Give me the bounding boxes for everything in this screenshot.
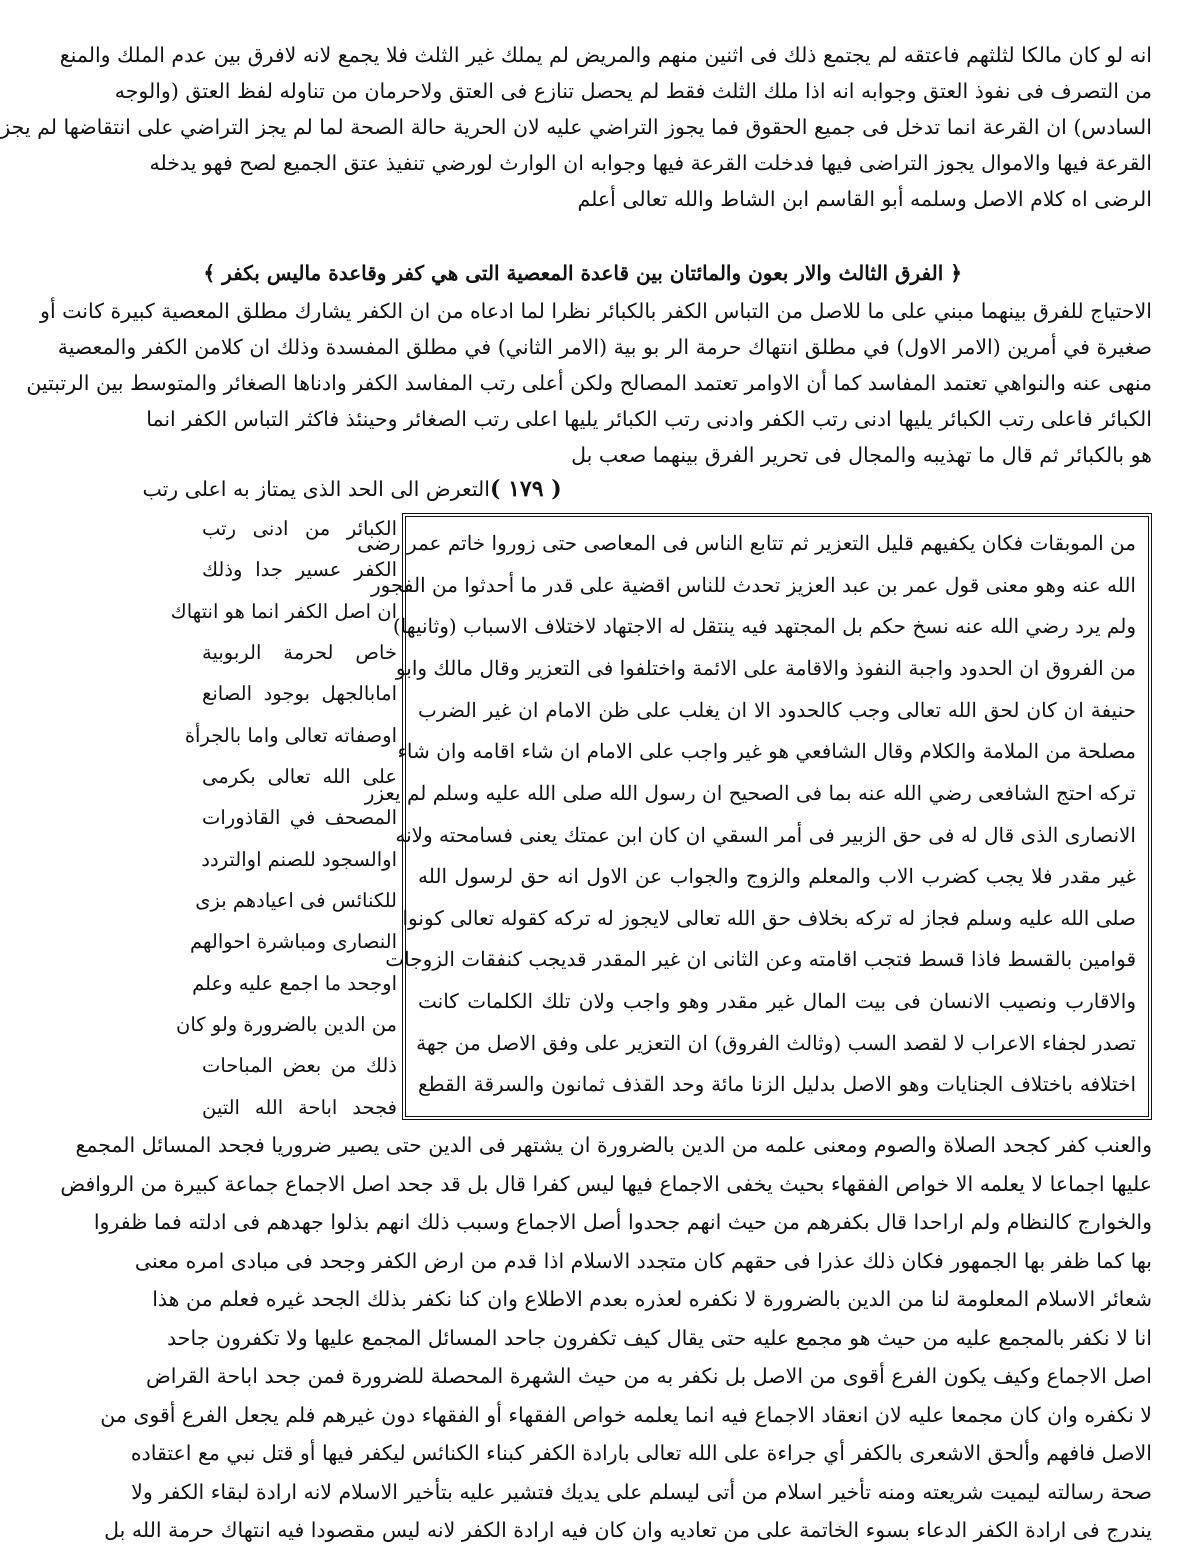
box-line: الله عنه وهو معنى قول عمر بن عبد العزيز تحدث للناس اقضية على قدر ما أحدثوا من الفجور	[370, 572, 1136, 597]
side-line: الكبائر من ادنى رتب	[202, 517, 397, 540]
text-line: لا نكفره وان كان مجمعا عليه لان انعقاد الاجماع فيه انما يعلمه خواص الفقهاء أو الفقهاء دون غيرهم فلم يجعل الفرع أقوى من	[100, 1402, 1152, 1427]
side-line: على الله تعالى بكرمى	[202, 765, 397, 788]
commentary-box	[357, 513, 1152, 1120]
box-line: قوامين بالقسط فاذا قسط فتجب اقامته وعن الثانى ان غير المقدر قديجب كنفقات الزوجات	[385, 947, 1136, 972]
box-line: والاقارب ونصيب الانسان فى بيت المال غير مقدر وهو واجب ولان تلك الكلمات كانت	[418, 989, 1136, 1014]
text-line: صغيرة في أمرين (الامر الاول) في مطلق انتهاك حرمة الر بو بية (الامر الثاني) في مطلق المفسدة وذلك ان كلامن الكفر والمعصية	[57, 335, 1152, 359]
side-line: النصارى ومباشرة احوالهم	[189, 930, 397, 954]
box-line: الانصارى الذى قال له فى حق الزبير فى أمر السقي ان كان ابن عمتك يعنى فسامحته ولانه	[395, 822, 1136, 847]
text-line: انا لا نكفر بالمجمع عليه من حيث هو مجمع عليه حتى يقال كيف تكفرون جاحد المسائل المجمع عليها ولا تكفرون جاحد	[167, 1325, 1152, 1350]
box-line: من الموبقات فكان يكفيهم قليل التعزير ثم تتابع الناس فى المعاصى حتى زوروا خاتم عمر رضى	[357, 531, 1136, 555]
side-line: اوصفاته تعالى واما بالجرأة	[184, 723, 397, 747]
text-line: السادس) ان القرعة انما تدخل فى جميع الحقوق فما يجوز التراضي عليه لان الحرية حالة الصحة لما لم يجز التراضي على انتقاضها لم يجز	[0, 115, 1152, 139]
box-line: صلى الله عليه وسلم فجاز له تركه بخلاف حق الله تعالى لايجوز له تركه كقوله تعالى كونوا	[402, 905, 1136, 930]
text-line: عليها اجماعا لا يعلمه الا خواص الفقهاء بحيث يخفى الاجماع فيها ليس كفرا قال بل قد جحد اصل الاجماع جماعة كبيرة من الروافض	[60, 1171, 1152, 1196]
text-line: منهى عنه والنواهي تعتمد المفاسد كما أن الاوامر تعتمد المصالح ولكن أعلى رتب المفاسد الكفر وادناها الصغائر والمتوسط بين الرتبتين	[26, 371, 1152, 395]
side-line: ذلك من بعض المباحات	[202, 1054, 397, 1078]
box-line: حنيفة ان كان لحق الله تعالى وجب كالحدود الا ان يغلب على ظن الامام ان غير الضرب	[418, 697, 1136, 722]
side-line: من الدين بالضرورة ولو كان	[176, 1013, 397, 1036]
side-line: المصحف في القاذورات	[202, 806, 397, 830]
text-line: هو بالكبائر ثم قال ما تهذيبه والمجال فى تحرير الفرق بينهما صعب بل	[571, 443, 1152, 467]
box-line: ولم يرد رضي الله عنه نسخ حكم بل المجتهد فيه ينتقل له الاجتهاد لاختلاف الاسباب (وثانيها)	[392, 614, 1136, 639]
text-line: الرضى اه كلام الاصل وسلمه أبو القاسم ابن الشاط والله تعالى أعلم	[577, 187, 1152, 211]
text-line: القرعة فيها والاموال يجوز التراضى فيها فدخلت القرعة فيها وجوابه ان الوارث لورضي تنفيذ عتق الجميع لصح فهو يدخله	[149, 151, 1152, 175]
box-line: مصلحة من الملامة والكلام وقال الشافعي هو غير واجب على الامام ان شاء اقامه وان شاء	[397, 739, 1136, 764]
text-line: انه لو كان مالكا لثلثهم فاعتقه لم يجتمع ذلك فى اثنين منهم والمريض لم يملك غير الثلث فلا يجمع لانه لافرق بين عدم الملك والمنع	[59, 43, 1152, 67]
text-line: اصل الاجماع وكيف يكون الفرع أقوى من الاصل بل نكفر به من حيث الشهرة المحصلة للضرورة فمن جحد اباحة القراض	[146, 1364, 1152, 1388]
text-line: الاصل فافهم وألحق الاشعرى بالكفر أي جراءة على الله تعالى بارادة الكفر كبناء الكنائس ليكفر فيها أو قتل نبي مع اعتقاده	[130, 1441, 1152, 1465]
box-line: اختلافه باختلاف الجنايات وهو الاصل بدليل الزنا مائة وحد القذف ثمانون والسرقة القطع	[418, 1072, 1136, 1097]
text-line: والخوارج كالنظام ولم اراحدا قال بكفرهم من حيث انهم جحدوا أصل الاجماع وسبب ذلك انهم بذلوا جهدهم فى ادلته فما ظفروا	[93, 1210, 1152, 1234]
text-line: من التصرف فى نفوذ العتق وجوابه انه اذا ملك الثلث فقط لم يحصل تنازع فى العتق ولاحرمان من تناوله لفظ العتق (والوجه	[114, 79, 1152, 103]
text-line: الاحتياج للفرق بينهما مبني على ما للاصل من التباس الكفر بالكبائر نظرا لما ادعاه من ان الكفر يشارك مطلق المعصية كبيرة كانت أو	[40, 299, 1152, 323]
side-line: امابالجهل بوجود الصانع	[202, 682, 397, 706]
box-line: غير مقدر فلا يجب كضرب الاب والمعلم والزوج والجواب عن الاول انه حق لرسول الله	[418, 864, 1136, 889]
text-line: والعنب كفر كجحد الصلاة والصوم ومعنى علمه من الدين بالضرورة ان يشتهر فى الدين حتى يصير ضروريا فجحد المسائل المجمع	[75, 1133, 1152, 1157]
side-line: فجحد اباحة الله التين	[202, 1095, 397, 1119]
text-line: التعرض الى الحد الذى يمتاز به اعلى رتب	[142, 477, 490, 501]
side-line: خاص لحرمة الربوبية	[202, 641, 397, 664]
text-line: الكبائر فاعلى رتب الكبائر يليها ادنى رتب الكفر وادنى رتب الكبائر يليها اعلى رتب الصغائر وحينئذ فاكثر التباس الكفر انما	[146, 407, 1152, 431]
side-line: الكفر عسير جدا وذلك	[202, 558, 397, 582]
side-line: اوالسجود للصنم اوالتردد	[201, 847, 397, 871]
text-line: بها كما ظفر بها الجمهور فكان ذلك عذرا فى حقهم كان متجدد الاسلام اذا قدم من ارض الكفر وجحد فى مبادى امره معنى	[134, 1248, 1152, 1273]
text-line: صحة رسالته ليميت شريعته ومنه تأخير اسلام من أتى ليسلم على يديك فتشير عليه بتأخير الاسلام لانه ارادة لبقاء الكفر ولا	[131, 1479, 1152, 1504]
box-line: تصدر لجفاء الاعراب لا لقصد السب (وثالث الفروق) ان التعزير على وفق الاصل من جهة	[416, 1030, 1136, 1055]
side-line: ان اصل الكفر انما هو انتهاك	[170, 599, 397, 623]
section-title: ﴿ الفرق الثالث والار بعون والمائتان بين قاعدة المعصية التى هي كفر وقاعدة ماليس بكفر ﴾	[203, 261, 962, 285]
box-line: من الفروق ان الحدود واجبة النفوذ والاقامة على الائمة واختلفوا فى التعزير وقال مالك وابو	[395, 655, 1136, 680]
text-line: يندرج فى ارادة الكفر الدعاء بسوء الخاتمة على من تعاديه وان كان فيه ارادة الكفر لانه ليس مقصودا فيه انتهاك حرمة الله بل	[104, 1518, 1152, 1542]
page-number: ( ١٧٩ )	[490, 476, 562, 502]
side-line: اوجحد ما اجمع عليه وعلم	[192, 971, 397, 995]
text-line: شعائر الاسلام المعلومة لنا من الدين بالضرورة لا نكفره لعذره بعدم الاطلاع وان كنا نكفر بذلك الجحد غيره فعلم من هذا	[152, 1287, 1152, 1311]
box-line: تركه احتج الشافعى رضي الله عنه بما فى الصحيح ان رسول الله صلى الله عليه وسلم لم يعزر	[364, 780, 1136, 805]
side-line: للكنائس فى اعيادهم بزى	[195, 889, 397, 912]
